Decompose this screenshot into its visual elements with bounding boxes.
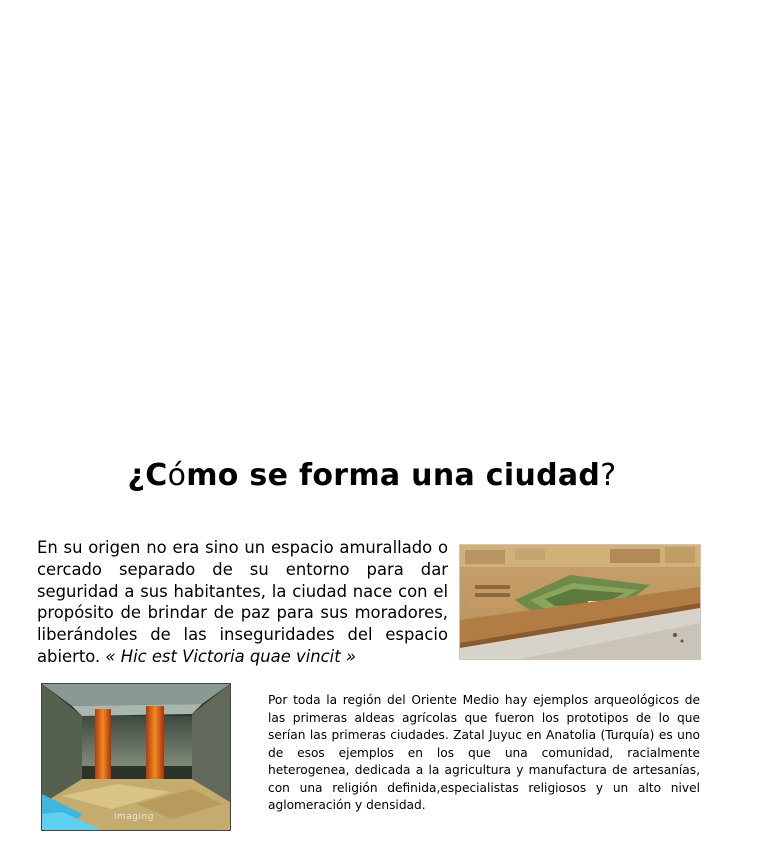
image-watermark: imaging: [114, 812, 154, 822]
latin-quote: « Hic est Victoria quae vincit »: [105, 646, 356, 666]
title-part-2: ó: [167, 458, 187, 493]
body-paragraph: Por toda la región del Oriente Medio hay ejemplos arqueológicos de las primeras aldeas agrícolas que fueron los prototipos de lo que serían las primeras ciudades. Zatal Juyuc en Anatolia (Turquía) es uno de esos ejemplos en los que una comunidad, racialmente heterogenea, dedicada a la agricultura y manufactura de artesanías, con una religión definida,especialistas religiosos y un alto nivel aglomeración y densidad.: [268, 693, 700, 812]
title-part-1: ¿C: [127, 458, 168, 493]
intro-paragraph-text: En su origen no era sino un espacio amurallado o cercado separado de su entorno para dar seguridad a sus habitantes, la ciudad nace con el propósito de brindar de paz para sus moradores, liberándoles de las inseguridades del espacio abierto.: [37, 538, 448, 666]
walled-city-image: [459, 544, 701, 660]
title-part-3: mo se forma una ciudad: [186, 458, 601, 493]
intro-paragraph: [37, 537, 448, 668]
page-title: [0, 452, 744, 500]
shrine-interior-image: [41, 683, 231, 831]
title-part-4: ?: [600, 458, 617, 493]
